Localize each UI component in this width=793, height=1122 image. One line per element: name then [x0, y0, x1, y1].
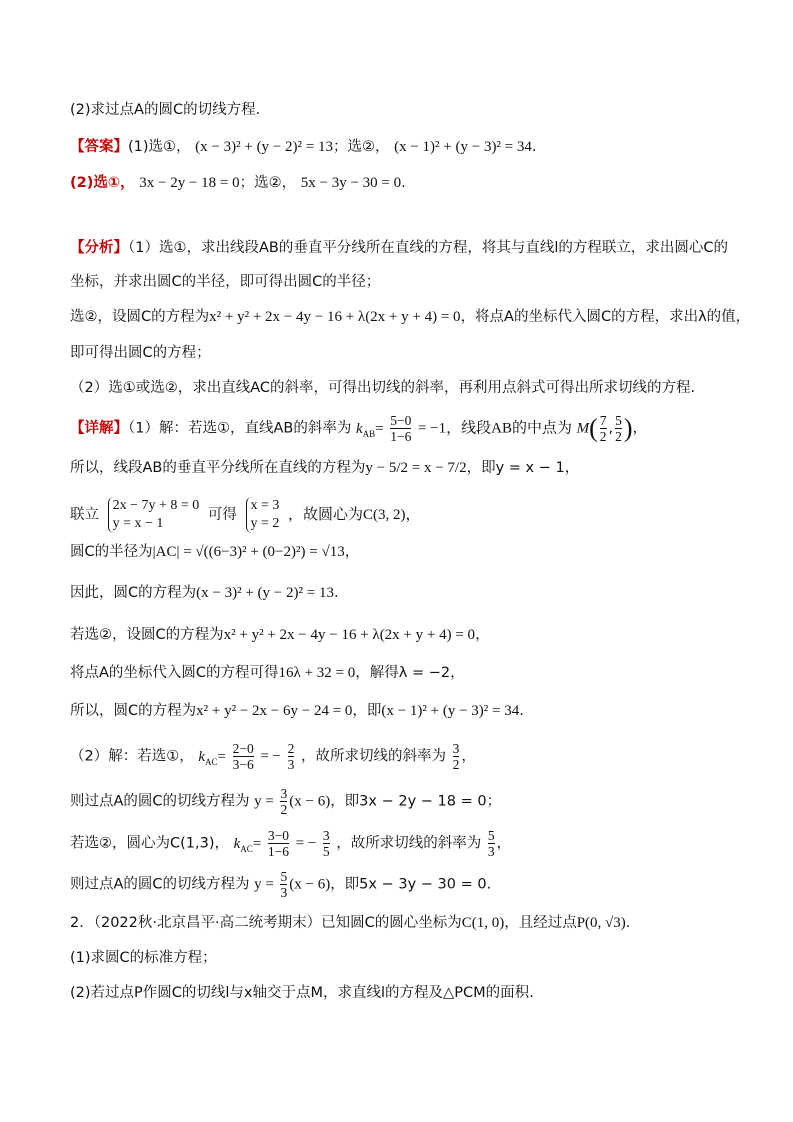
- detail-line-4: 圆C的半径为|AC| = √((6−3)² + (0−2)²) = √13，: [70, 544, 360, 560]
- question-part-2: (2)求过点A的圆C的切线方程．: [70, 102, 271, 118]
- answer-equation-2: (x − 1)² + (y − 3)² = 34: [394, 139, 532, 155]
- analysis-tag: 【分析】: [70, 240, 128, 256]
- problem-2-part-2: (2)若过点P作圆C的切线l与x轴交于点M，求直线l的方程及△PCM的面积.: [70, 985, 534, 1001]
- detail-line-12: 则过点A的圆C的切线方程为 y = $\frac{5}{3}$ (x − 6)，即5x − 3y − 30 = 0.: [70, 869, 492, 900]
- answer-tangent-2: 5x − 3y − 30 = 0: [300, 175, 402, 191]
- solution-system: x = 3 y = 2: [246, 497, 280, 533]
- analysis-line-3: 选②，设圆C的方程为x² + y² + 2x − 4y − 16 + λ(2x + y + 4) = 0，将点A的坐标代入圆C的方程，求出λ的值，: [70, 309, 751, 325]
- detail-line-1: 【详解】（1）解：若选①，直线AB的斜率为 $k_{AB}=$ $\frac{5-0}{1-6}$ = −1，线段AB的中点为 M( $\frac{7}{2}$ , $\frac{5}{2}$ )，: [70, 413, 648, 444]
- answer-line-1: 【答案】(1)选①， (x − 3)² + (y − 2)² = 13；选②， (x − 1)² + (y − 3)² = 34.: [70, 139, 537, 155]
- analysis-line-5: （2）选①或选②，求出直线AC的斜率，可得出切线的斜率，再利用点斜式可得出所求切线的方程.: [70, 380, 696, 396]
- answer-equation-1: (x − 3)² + (y − 2)² = 13: [195, 139, 333, 155]
- slope-fraction: $\frac{5-0}{1-6}$: [390, 413, 412, 444]
- detail-tag: 【详解】: [70, 420, 128, 437]
- analysis-line-4: 即可得出圆C的方程；: [70, 345, 211, 361]
- answer-tangent-1: 3x − 2y − 18 = 0: [139, 175, 240, 191]
- detail-line-10: 则过点A的圆C的切线方程为 y = $\frac{3}{2}$ (x − 6)，即3x − 2y − 18 = 0；: [70, 786, 502, 817]
- analysis-line-2: 坐标，并求出圆C的半径，即可得出圆C的半径；: [70, 274, 381, 290]
- answer-line-2: (2)选①， 3x − 2y − 18 = 0；选②， 5x − 3y − 30 = 0.: [70, 175, 406, 191]
- detail-line-3: 联立 2x − 7y + 8 = 0 y = x − 1 可得 x = 3 y = 2 ，故圆心为C(3, 2)，: [70, 498, 421, 531]
- detail-line-6: 若选②，设圆C的方程为x² + y² + 2x − 4y − 16 + λ(2x + y + 4) = 0，: [70, 627, 490, 643]
- analysis-line-1: 【分析】（1）选①，求出线段AB的垂直平分线所在直线的方程，将其与直线l的方程联立，求出圆心C的: [70, 240, 728, 256]
- answer-tag: 【答案】: [70, 139, 128, 155]
- detail-line-11: 若选②，圆心为C(1,3)， $k_{AC}=$ $\frac{3-0}{1-6}$ = − $\frac{3}{5}$ ，故所求切线的斜率为 $\frac{5}{3}$ ，: [70, 828, 512, 859]
- detail-line-8: 所以，圆C的方程为x² + y² − 2x − 6y − 24 = 0，即(x − 1)² + (y − 3)² = 34.: [70, 703, 524, 719]
- detail-line-7: 将点A的坐标代入圆C的方程可得16λ + 32 = 0，解得λ = −2，: [70, 665, 465, 681]
- equation-system: 2x − 7y + 8 = 0 y = x − 1: [108, 497, 200, 533]
- detail-line-2: 所以，线段AB的垂直平分线所在直线的方程为y − 5/2 = x − 7/2，即y = x − 1，: [70, 460, 580, 476]
- detail-line-9: （2）解：若选①， $k_{AC}=$ $\frac{2-0}{3-6}$ = − $\frac{2}{3}$ ，故所求切线的斜率为 $\frac{3}{2}$ ，: [70, 741, 476, 772]
- problem-2-part-1: (1)求圆C的标准方程；: [70, 950, 217, 966]
- problem-2-stem: 2．（2022秋·北京昌平·高二统考期末）已知圆C的圆心坐标为C(1, 0)，且经过点P(0, √3).: [70, 915, 631, 931]
- detail-line-5: 因此，圆C的方程为(x − 3)² + (y − 2)² = 13.: [70, 585, 339, 601]
